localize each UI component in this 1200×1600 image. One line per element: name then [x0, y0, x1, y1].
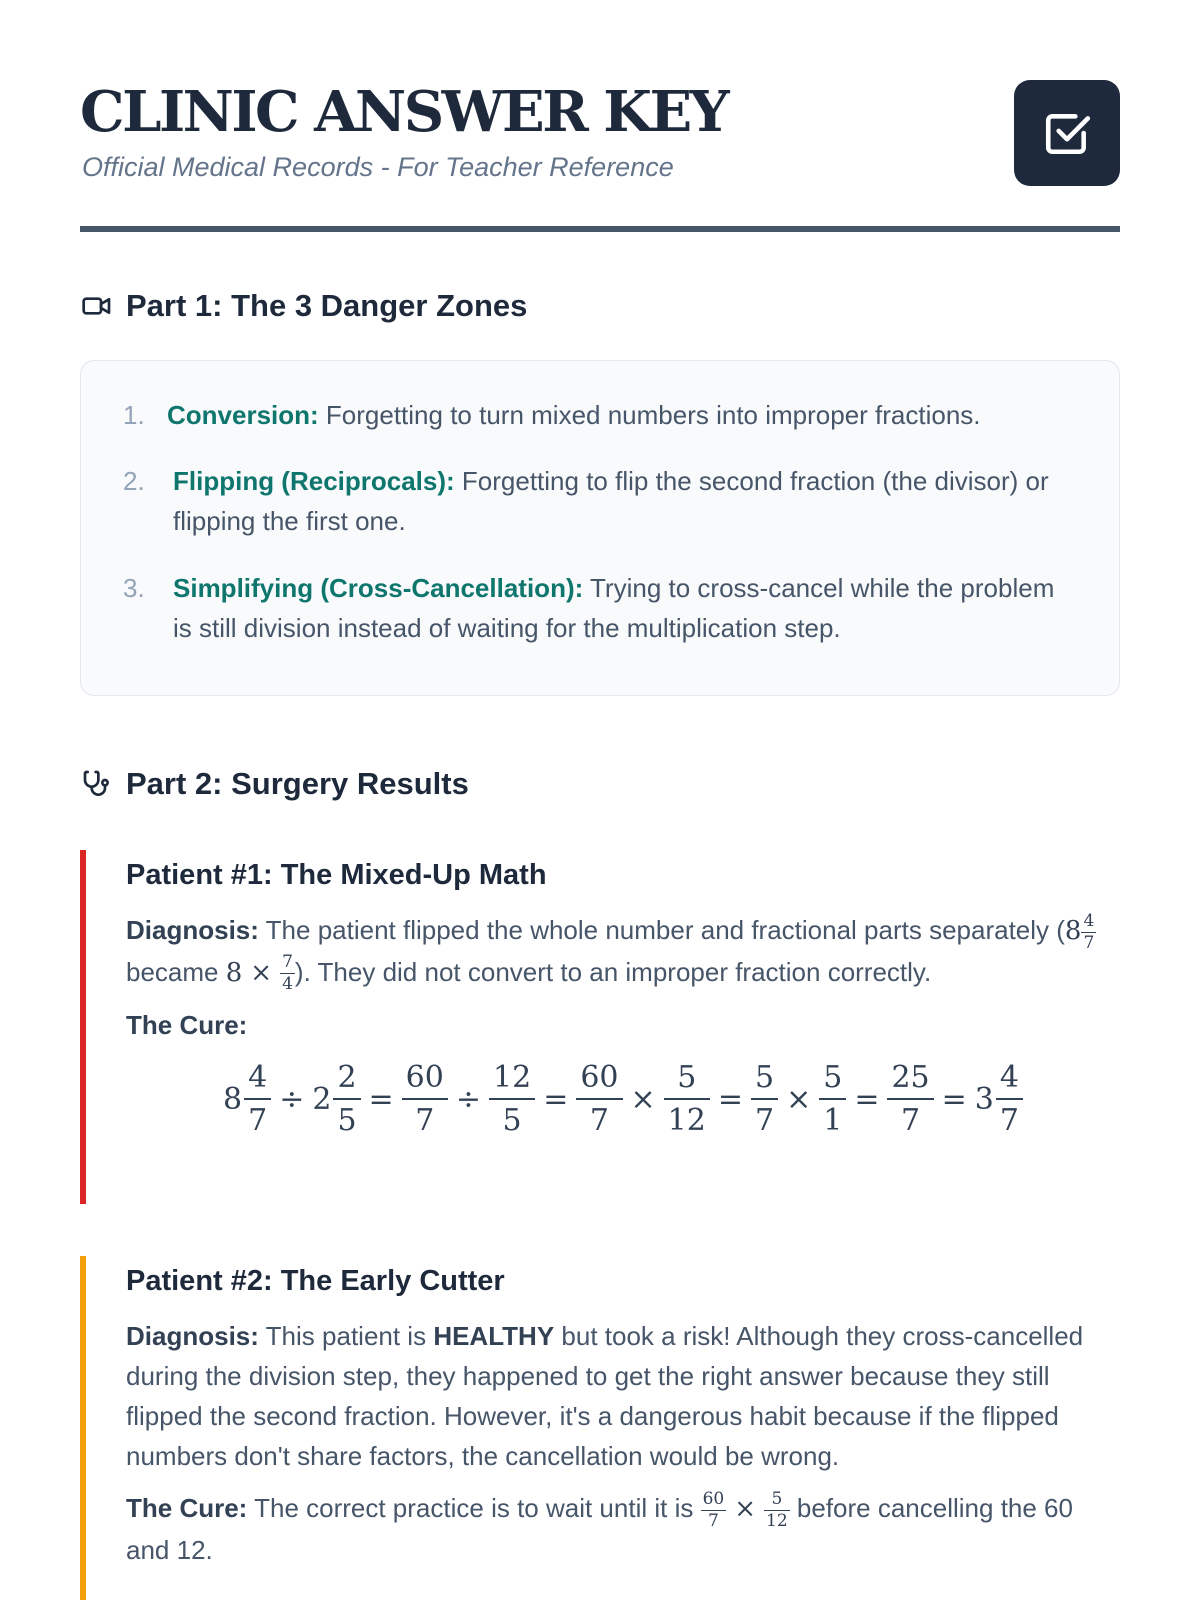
cure-label: The Cure: [126, 1493, 248, 1523]
list-number: 3. [123, 573, 145, 603]
list-number: 1. [123, 400, 145, 430]
page-title: CLINIC ANSWER KEY [80, 79, 728, 145]
patient-title: Patient #2: The Early Cutter [126, 1265, 505, 1297]
expression-60-7-times-5-12: $\frac{60}{7}$ × $\frac{5}{12}$ [702, 1488, 788, 1531]
diagnosis-label: Diagnosis: [126, 1321, 259, 1351]
header-divider [80, 226, 1120, 232]
patient-card-2 [80, 1256, 1120, 1600]
patient-cure: The Cure: The correct practice is to wait until it is $\frac{60}{7}$ × $\frac{5}{12}$ before cancelling the 60 and 12. [126, 1488, 1073, 1565]
stethoscope-icon [80, 767, 114, 801]
zone-text: Forgetting to turn mixed numbers into improper fractions. [318, 400, 981, 430]
patient-diagnosis: Diagnosis: The patient flipped the whole number and fractional parts separately (8 $\frac{4}{7}$ became 8 × $\frac{7}{4}$ ). They did not convert to an improper fraction correctly. [126, 910, 1095, 994]
cure-label: The Cure: [126, 1010, 248, 1040]
cure-equation: 8 $\frac{4}{7}$ ÷ 2 $\frac{2}{5}$ = $\frac{60}{7}$ ÷ $\frac{12}{5}$ = $\frac{60}{7}$ × $\frac{5}{12}$ = $\frac{5}{7}$ × $\frac{5}{1}$ = $\frac{25}{7}$ = 3 $\frac{4}{7}$ [126, 1063, 1120, 1136]
list-number: 2. [123, 466, 145, 496]
zone-term: Simplifying (Cross-Cancellation): [173, 573, 584, 603]
patient-card-1 [80, 850, 1120, 1204]
part1-heading: Part 1: The 3 Danger Zones [126, 288, 528, 323]
page-header [80, 78, 1120, 228]
zone-term: Conversion: [167, 400, 319, 430]
patient-diagnosis: Diagnosis: This patient is HEALTHY but took a risk! Although they cross-cancelled during the division step, they happened to get the right answer because they still flipped the second fraction. However, it's a dangerous habit because if the flipped numbers don't share factors, the cancellation would be wrong. [126, 1321, 1084, 1471]
patient-title: Patient #1: The Mixed-Up Math [126, 859, 547, 891]
zone-term: Flipping (Reciprocals): [173, 466, 455, 496]
video-camera-icon [80, 289, 114, 323]
healthy-emphasis: HEALTHY [433, 1321, 555, 1351]
zone-text: Forgetting to flip the second fraction (the divisor) or flipping the first one. [173, 466, 1049, 536]
zone-text: Trying to cross-cancel while the problem is still division instead of waiting for the multiplication step. [173, 573, 1055, 643]
check-square-icon [1014, 80, 1120, 186]
page-subtitle: Official Medical Records - For Teacher Reference [82, 152, 674, 182]
part1-heading-row [80, 288, 527, 324]
part2-heading: Part 2: Surgery Results [126, 766, 469, 801]
diagnosis-label: Diagnosis: [126, 915, 259, 945]
part2-heading-row [80, 766, 469, 802]
danger-zones-card [80, 360, 1120, 696]
mixed-number-8-4-7: 8 $\frac{4}{7}$ [1064, 910, 1095, 953]
cure-label-line [126, 1005, 1120, 1045]
expression-8-times-7-4: 8 × $\frac{7}{4}$ [225, 952, 293, 994]
